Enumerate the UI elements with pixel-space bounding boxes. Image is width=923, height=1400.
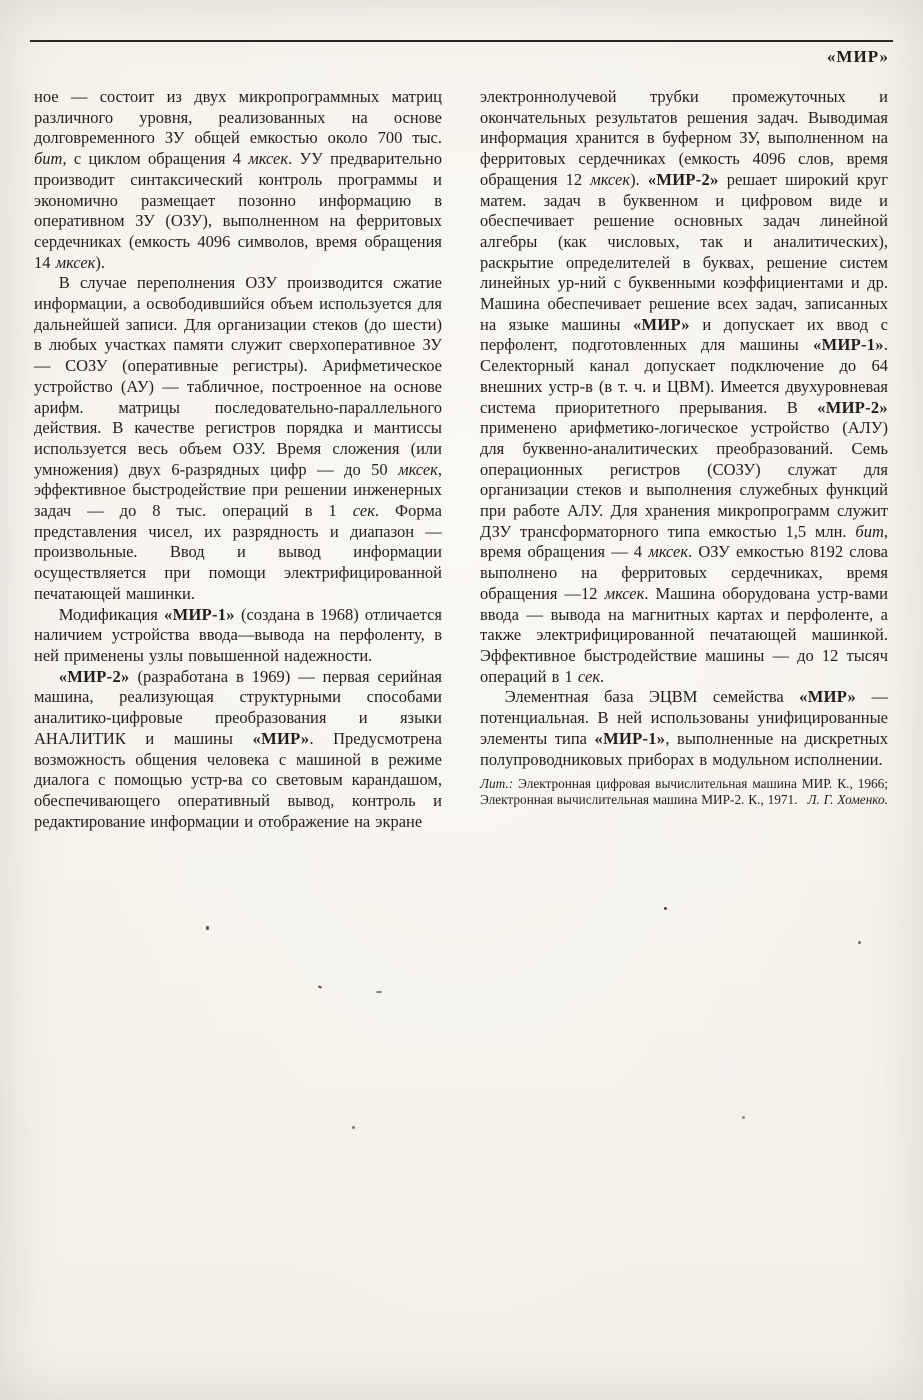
left-column xyxy=(34,87,442,832)
paragraph: «МИР-2» (разработана в 1969) — первая серийная машина, реализующая структурными способами аналитико-цифровые преобразования и языки АНАЛИТИК и машины «МИР». Предусмотрена возможность общения человека с машиной в режиме диалога с помощью устр-ва со световым карандашом, обеспечивающего оперативный вывод, контроль и редактирование информации и отображение на экране xyxy=(34,666,442,831)
scan-speck xyxy=(664,907,667,910)
scan-speck xyxy=(318,985,322,989)
right-column xyxy=(480,87,888,809)
author-credit: Л. Г. Хоменко. xyxy=(807,792,888,808)
paragraph: Лит.: Электронная цифровая вычислительная машина МИР. К., 1966; Электронная вычислительная машина МИР-2. К., 1971. Л. Г. Хоменко. xyxy=(480,776,888,808)
scan-speck xyxy=(206,926,209,930)
scan-speck xyxy=(376,991,382,993)
scan-speck xyxy=(858,941,861,944)
paragraph: Модификация «МИР-1» (создана в 1968) отличается наличием устройства ввода—вывода на перфоленту, в ней применены узлы повышенной надежности. xyxy=(34,604,442,665)
running-head: «МИР» xyxy=(826,47,889,66)
paragraph: электроннолучевой трубки промежуточных и окончательных результатов решения задач. Выводимая информация хранится в буферном ЗУ, выполненном на ферритовых сердечниках (емкость 4096 слов, время обращения 12 мксек). «МИР-2» решает широкий круг матем. задач в буквенном и цифровом виде и обеспечивает решение основных задач линейной алгебры (как числовых, так и аналитических), раскрытие определителей в буквах, решение систем линейных ур-ний с буквенными коэффициентами и др. Машина обеспечивает решение всех задач, записанных на языке машины «МИР» и допускает их ввод с перфолент, подготовленных для машины «МИР-1». Селекторный канал допускает подключение до 64 внешних устр-в (в т. ч. и ЦВМ). Имеется двухуровневая система приоритетного прерывания. В «МИР-2» применено арифметико-логическое устройство (АЛУ) для буквенно-аналитических преобразований. Семь операционных регистров (СОЗУ) служат для организации стеков и выполнения служебных функций при работе АЛУ. Для хранения микропрограмм служит ДЗУ трансформаторного типа емкостью 1,5 млн. бит, время обращения — 4 мксек. ОЗУ емкостью 8192 слова выполнено на ферритовых сердечниках, время обращения —12 мксек. Машина оборудована устр-вами ввода — вывода на магнитных картах и перфоленте, а также электрифицированной печатающей машинкой. Эффективное быстродействие машины — до 12 тысяч операций в 1 сек. xyxy=(480,87,889,686)
header-rule xyxy=(30,40,893,42)
article-body xyxy=(34,87,889,832)
paragraph: В случае переполнения ОЗУ производится сжатие информации, а освободившийся объем используется для дальнейшей записи. Для организации стеков (до шести) в любых участках памяти служит сверхоперативное ЗУ — СОЗУ (оперативные регистры). Арифметическое устройство (АУ) — табличное, построенное на основе арифм. матрицы последовательно-параллельного действия. В качестве регистров порядка и мантиссы используется весь объем ОЗУ. Время сложения (или умножения) двух 6-разрядных цифр — до 50 мксек, эффективное быстродействие при решении инженерных задач — до 8 тыс. операций в 1 сек. Форма представления чисел, их разрядность и диапазон — произвольные. Ввод и вывод информации осуществляется при помощи электрифицированной печатающей машинки. xyxy=(34,273,442,603)
paragraph: Элементная база ЭЦВМ семейства «МИР» — потенциальная. В ней использованы унифицированные элементы типа «МИР-1», выполненные на дискретных полупроводниковых приборах в модульном исполнении. xyxy=(480,687,889,769)
scan-speck xyxy=(352,1126,355,1129)
scan-speck xyxy=(742,1116,745,1119)
paragraph: ное — состоит из двух микропрограммных матриц различного уровня, реализованных на основе долговременного ЗУ общей емкостью около 700 тыс. бит, с циклом обращения 4 мксек. УУ предварительно производит синтаксический контроль программы и экономично размещает позонно информацию в оперативном ЗУ (ОЗУ), выполненном на ферритовых сердечниках (емкость 4096 символов, время обращения 14 мксек). xyxy=(34,87,443,272)
